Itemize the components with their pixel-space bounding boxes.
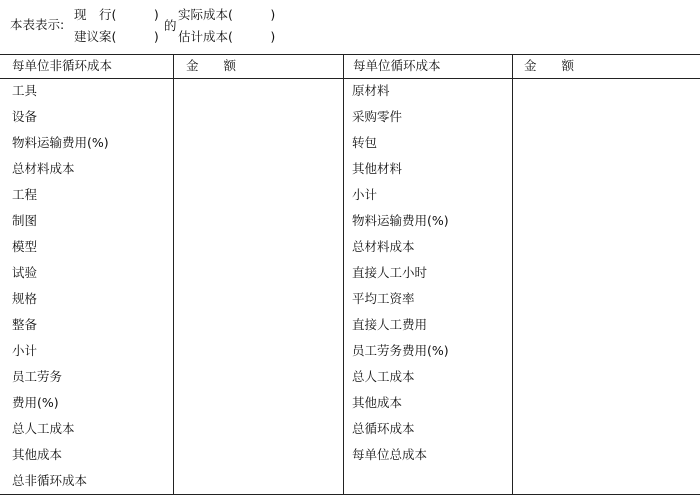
header-current-option: 现 行( ) <box>74 7 159 22</box>
list-item: 员工劳务费用(%) <box>352 343 449 358</box>
recurring-cost-list <box>352 80 449 470</box>
list-item: 总非循环成本 <box>12 473 88 488</box>
column-header-amount: 金 额 <box>524 58 575 73</box>
list-item: 总人工成本 <box>352 369 415 384</box>
column-header-amount: 金 额 <box>186 58 237 73</box>
list-item: 平均工资率 <box>352 291 415 306</box>
table-header-rule <box>0 78 700 79</box>
list-item: 其他成本 <box>12 447 63 462</box>
list-item: 物料运输费用(%) <box>12 135 109 150</box>
nonrecurring-cost-list <box>12 80 109 496</box>
list-item: 模型 <box>12 239 38 254</box>
column-divider <box>343 54 344 495</box>
list-item: 采购零件 <box>352 109 403 124</box>
list-item: 费用(%) <box>12 395 59 410</box>
list-item: 小计 <box>352 187 378 202</box>
list-item: 原材料 <box>352 83 390 98</box>
list-item: 设备 <box>12 109 38 124</box>
form-header <box>0 0 700 54</box>
column-divider <box>173 54 174 495</box>
header-proposal-option: 建议案( ) <box>74 29 159 44</box>
list-item: 直接人工小时 <box>352 265 428 280</box>
header-actual-cost-option: 实际成本( ) <box>178 7 276 22</box>
list-item: 转包 <box>352 135 378 150</box>
list-item: 总材料成本 <box>352 239 415 254</box>
list-item: 工具 <box>12 83 38 98</box>
list-item: 整备 <box>12 317 38 332</box>
list-item: 物料运输费用(%) <box>352 213 449 228</box>
list-item: 工程 <box>12 187 38 202</box>
header-lead: 本表表示: <box>10 17 65 32</box>
list-item: 总材料成本 <box>12 161 75 176</box>
column-divider <box>512 54 513 495</box>
column-header-nonrecurring: 每单位非循环成本 <box>12 58 113 73</box>
list-item: 其他材料 <box>352 161 403 176</box>
column-header-recurring: 每单位循环成本 <box>353 58 441 73</box>
table-top-rule <box>0 54 700 55</box>
list-item: 其他成本 <box>352 395 403 410</box>
header-connector: 的 <box>164 18 177 33</box>
list-item: 小计 <box>12 343 38 358</box>
list-item: 总人工成本 <box>12 421 75 436</box>
list-item: 制图 <box>12 213 38 228</box>
header-estimated-cost-option: 估计成本( ) <box>178 29 276 44</box>
list-item: 试验 <box>12 265 38 280</box>
list-item: 每单位总成本 <box>352 447 428 462</box>
list-item: 总循环成本 <box>352 421 415 436</box>
list-item: 直接人工费用 <box>352 317 428 332</box>
list-item: 员工劳务 <box>12 369 63 384</box>
list-item: 规格 <box>12 291 38 306</box>
